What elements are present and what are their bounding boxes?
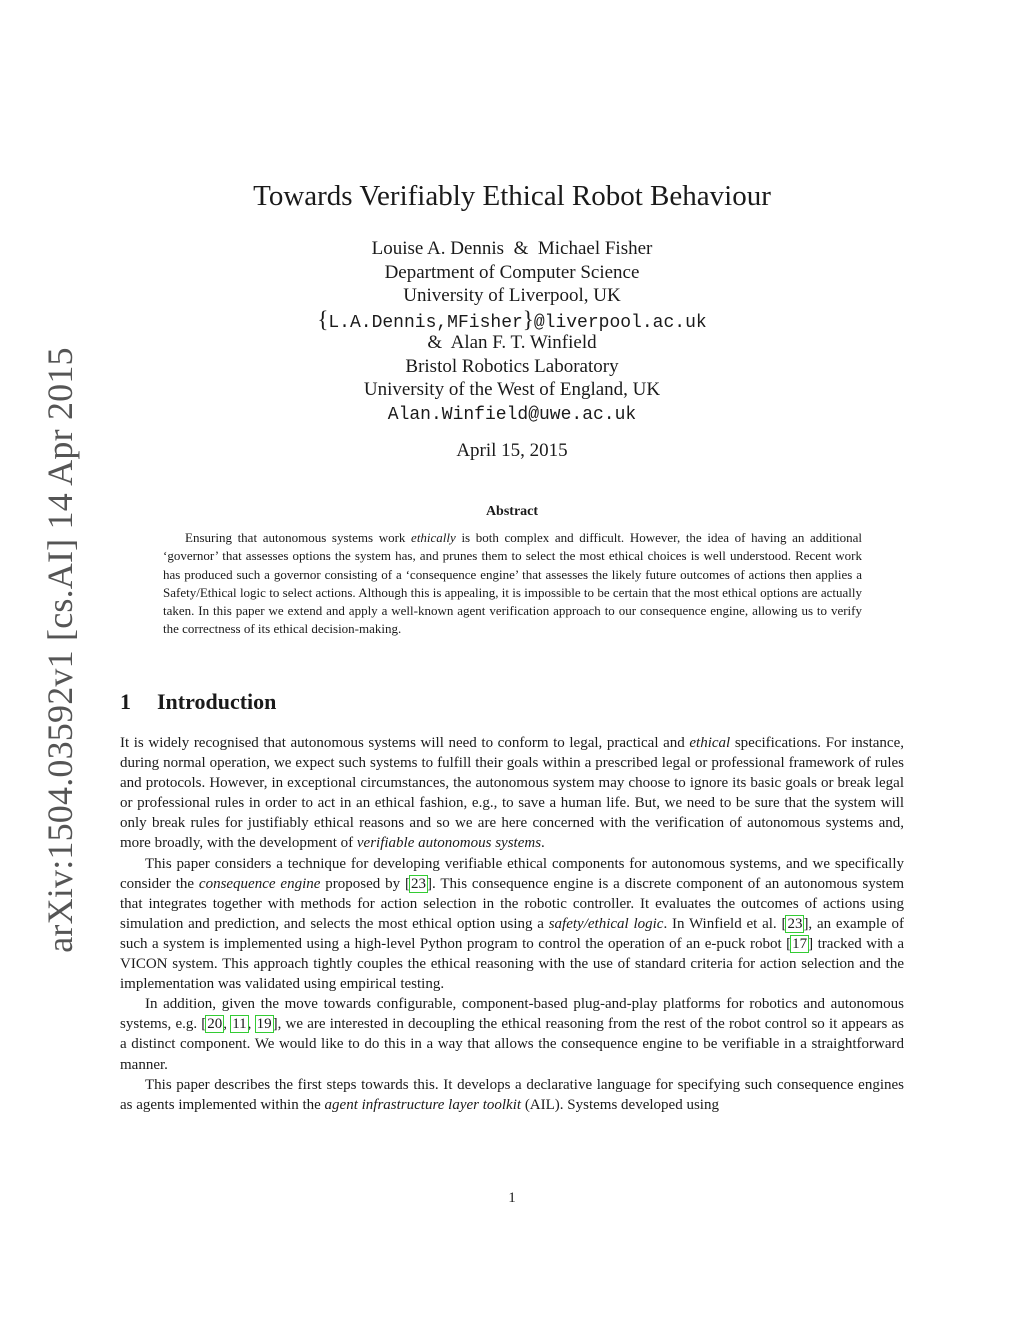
email-uwe	[0, 402, 1024, 426]
section-heading-introduction	[120, 689, 276, 715]
paper-title: Towards Verifiably Ethical Robot Behaviour	[253, 180, 771, 212]
paragraph-2	[120, 854, 904, 995]
publication-date: April 15, 2015	[456, 440, 568, 461]
paragraph-3	[120, 994, 904, 1074]
text-run: It is widely recognised that autonomous systems will need to conform to legal, practical and	[120, 735, 690, 751]
section-number: 1	[120, 689, 131, 714]
ampersand: &	[513, 238, 529, 259]
text-run: ]. This consequence engine is a discrete component of an autonomous system that integrates together with methods for action selection in the robotic controller. It evaluates the outcomes of actions using simulation and prediction, and selects the most ethical option using a	[120, 875, 905, 932]
text-run: In addition, given the move towards configurable, component-based plug-and-play platforms for robotics and autonomous systems, e.g. [	[120, 996, 904, 1033]
citation-link[interactable]: 23	[411, 875, 427, 892]
close-brace: }	[522, 306, 534, 332]
text-run: This paper describes the first steps towards this. It develops a declarative language for specifying such consequence engines as agents implemented within the	[120, 1076, 904, 1113]
text-run: ,	[223, 1016, 232, 1033]
email-winfield: Alan.Winfield@uwe.ac.uk	[387, 404, 637, 425]
page-number: 1	[508, 1190, 516, 1206]
author-winfield: Alan F. T. Winfield	[450, 332, 597, 353]
text-run: .	[541, 835, 545, 852]
citation-link[interactable]: 11	[232, 1016, 247, 1033]
text-run: This paper considers a technique for developing verifiable ethical components for autonomous systems, and we specifically consider the	[120, 855, 904, 892]
author-fisher: Michael Fisher	[537, 238, 653, 259]
text-run: ,	[247, 1016, 256, 1033]
author-line-3	[0, 331, 1024, 355]
affiliation-univ-1: University of Liverpool, UK	[403, 285, 621, 306]
abstract-text-part: Ensuring that autonomous systems work	[185, 530, 412, 545]
emphasis: verifiable autonomous systems	[356, 835, 542, 852]
citation-link[interactable]: 20	[207, 1016, 223, 1033]
affiliation-dept-1: Department of Computer Science	[384, 261, 640, 283]
author-dennis: Louise A. Dennis	[371, 238, 505, 259]
citation-link[interactable]: 23	[787, 915, 803, 932]
section-body	[120, 733, 904, 1115]
citation-link[interactable]: 17	[792, 935, 808, 952]
ampersand: &	[427, 332, 443, 353]
author-block	[0, 237, 1024, 425]
text-run: proposed by [	[320, 875, 411, 892]
email-liverpool	[0, 308, 1024, 332]
emphasis: ethical	[689, 735, 731, 751]
citation-link[interactable]: 19	[256, 1016, 272, 1033]
text-run: (AIL). Systems developed using	[521, 1096, 719, 1113]
text-run: . In Winfield et al. [	[663, 915, 787, 932]
text-run: ] tracked with a VICON system. This approach tightly couples the ethical reasoning with the use of standard criteria for action selection and the implementation was validated using empirical testing.	[120, 935, 904, 993]
arxiv-identifier: arXiv:1504.03592v1 [cs.AI] 14 Apr 2015	[40, 347, 80, 953]
text-run: specifications. For instance, during normal operation, we expect such systems to fulfill their goals within a prescribed legal or professional framework of rules and protocols. However, in exceptional circumstances, the autonomous system may choose to ignore its basic goals or break legal or professional rules in order to act in an ethical fashion, e.g., to save a human life. But, we need to be sure that the system will only break rules for justifiably ethical reasons and so we are here concerned with the verification of autonomous systems and, more broadly, with the development of	[120, 735, 904, 852]
abstract-emphasis: ethically	[411, 530, 456, 545]
emphasis: consequence engine	[198, 875, 321, 892]
abstract-text-part: is both complex and difficult. However, the idea of having an additional ‘governor’ that assesses options the system has, and prunes them to select the most ethical choices is well understood. Recent work has produced such a governor consisting of a ‘consequence engine’ that assesses the likely future outcomes of actions then applies a Safety/Ethical logic to select actions. Although this is appealing, it is impossible to be certain that the most ethical options are actually taken. In this paper we extend and apply a well-known agent verification approach to our consequence engine, allowing us to verify the correctness of its ethical decision-making.	[163, 530, 862, 637]
text-run: ], we are interested in decoupling the ethical reasoning from the rest of the robot control so it appears as a distinct component. We would like to do this in a way that allows the consequence engine to be verifiable in a straightforward manner.	[120, 1016, 904, 1073]
section-title: Introduction	[157, 689, 277, 714]
author-line-1	[0, 237, 1024, 261]
abstract-heading: Abstract	[485, 504, 539, 519]
affiliation-univ-2: University of the West of England, UK	[363, 379, 661, 400]
emphasis: safety/ethical logic	[548, 915, 664, 932]
paragraph-1	[120, 733, 904, 854]
open-brace: {	[317, 306, 329, 332]
email-domain: @liverpool.ac.uk	[533, 312, 707, 333]
abstract-text	[163, 529, 862, 639]
text-run: ], an example of such a system is implemented using a high-level Python program to control the operation of an e-puck robot [	[120, 915, 904, 952]
affiliation-dept-2: Bristol Robotics Laboratory	[405, 355, 619, 377]
emphasis: agent infrastructure layer toolkit	[324, 1096, 522, 1113]
paragraph-4	[120, 1075, 904, 1115]
email-names: L.A.Dennis,MFisher	[328, 312, 523, 333]
